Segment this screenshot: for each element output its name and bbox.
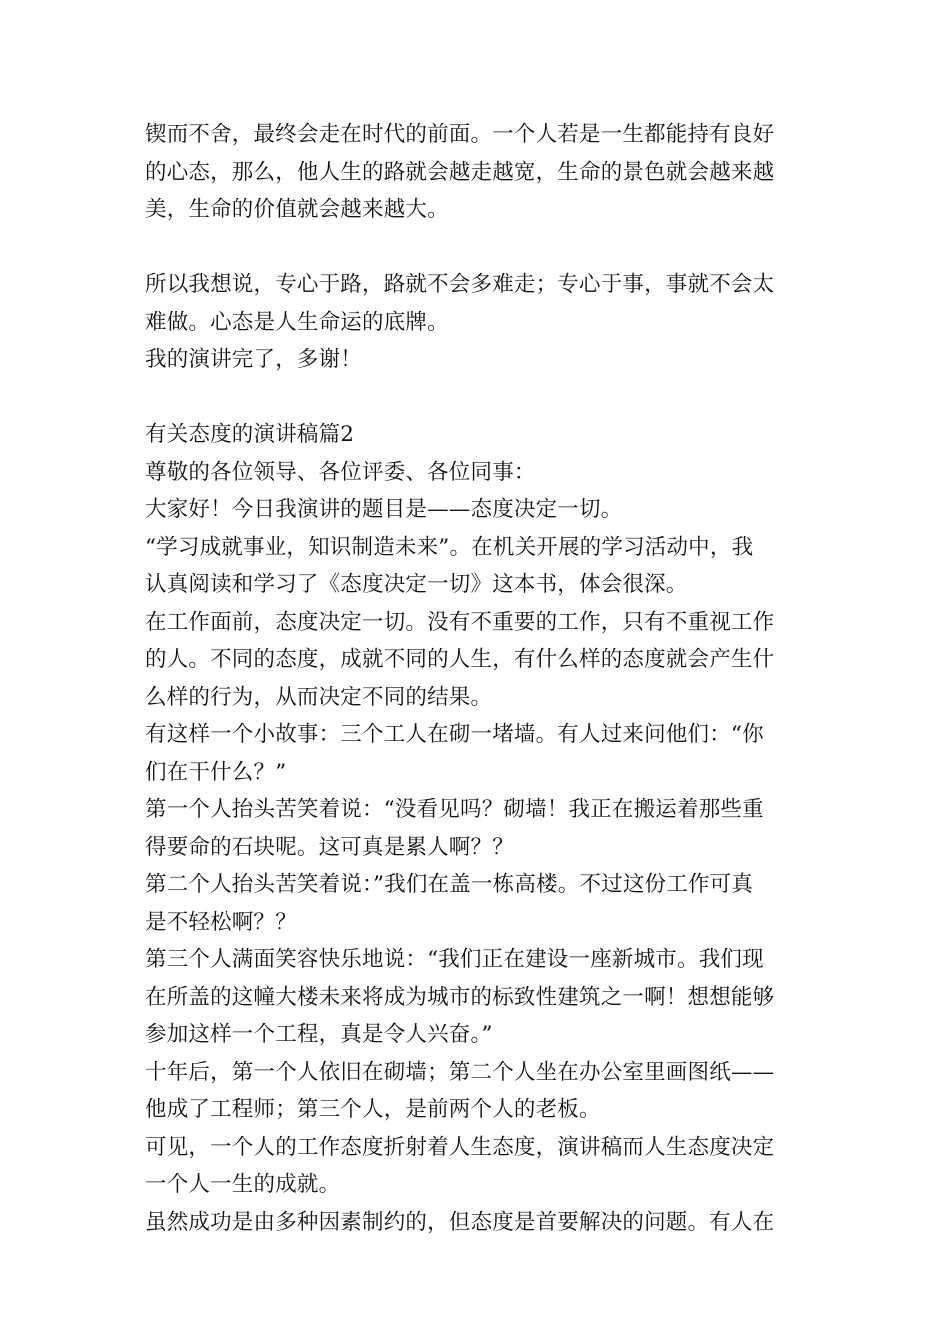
text-line: 一个人一生的成就。 (145, 1172, 341, 1197)
text-line: 么样的行为，从而决定不同的结果。 (145, 684, 493, 710)
text-line: 的心态，那么，他人生的路就会越走越宽，生命的景色就会越来越 (145, 159, 775, 185)
text-line: 第三个人满面笑容快乐地说：“我们正在建设一座新城市。我们现 (145, 947, 764, 972)
text-line: 是不轻松啊？？ (145, 909, 297, 935)
text-line: 尊敬的各位领导、各位评委、各位同事： (145, 459, 536, 485)
text-line: 美，生命的价值就会越来越大。 (145, 197, 449, 222)
text-line: 所以我想说，专心于路，路就不会多难走；专心于事，事就不会太 (145, 272, 775, 297)
section-heading: 有关态度的演讲稿篇2 (145, 422, 355, 447)
text-line: 我的演讲完了，多谢！ (145, 347, 363, 372)
text-line: 他成了工程师；第三个人，是前两个人的老板。 (145, 1097, 601, 1122)
text-line: 得要命的石块呢。这可真是累人啊？？ (145, 834, 514, 860)
text-line: 虽然成功是由多种因素制约的，但态度是首要解决的问题。有人在 (145, 1209, 775, 1235)
text-line: 在所盖的这幢大楼未来将成为城市的标致性建筑之一啊！想想能够 (145, 984, 775, 1010)
text-line: 第二个人抬头苦笑着说：”我们在盖一栋高楼。不过这份工作可真 (145, 872, 754, 897)
text-line: 参加这样一个工程，真是令人兴奋。” (145, 1022, 493, 1047)
text-line: 在工作面前，态度决定一切。没有不重要的工作，只有不重视工作 (145, 609, 775, 635)
text-line: 的人。不同的态度，成就不同的人生，有什么样的态度就会产生什 (145, 647, 775, 672)
paragraph-gap (145, 229, 810, 267)
paragraph-gap (145, 379, 810, 417)
text-line: 难做。心态是人生命运的底牌。 (145, 309, 449, 335)
text-line: 们在干什么？” (145, 759, 287, 785)
text-line: 认真阅读和学习了《态度决定一切》这本书，体会很深。 (145, 572, 688, 597)
text-line: 有这样一个小故事：三个工人在砌一堵墙。有人过来问他们：“你 (145, 722, 764, 747)
text-line: 十年后，第一个人依旧在砌墙；第二个人坐在办公室里画图纸—— (145, 1059, 775, 1085)
text-line: 第一个人抬头苦笑着说：“没看见吗？砌墙！我正在搬运着那些重 (145, 797, 764, 822)
text-line: 可见，一个人的工作态度折射着人生态度，演讲稿而人生态度决定 (145, 1134, 775, 1160)
text-line: 大家好！今日我演讲的题目是——态度决定一切。 (145, 497, 623, 522)
text-line: “学习成就事业，知识制造未来”。在机关开展的学习活动中，我 (145, 534, 754, 560)
document-body (145, 116, 810, 1241)
text-line: 锲而不舍，最终会走在时代的前面。一个人若是一生都能持有良好 (145, 122, 775, 147)
